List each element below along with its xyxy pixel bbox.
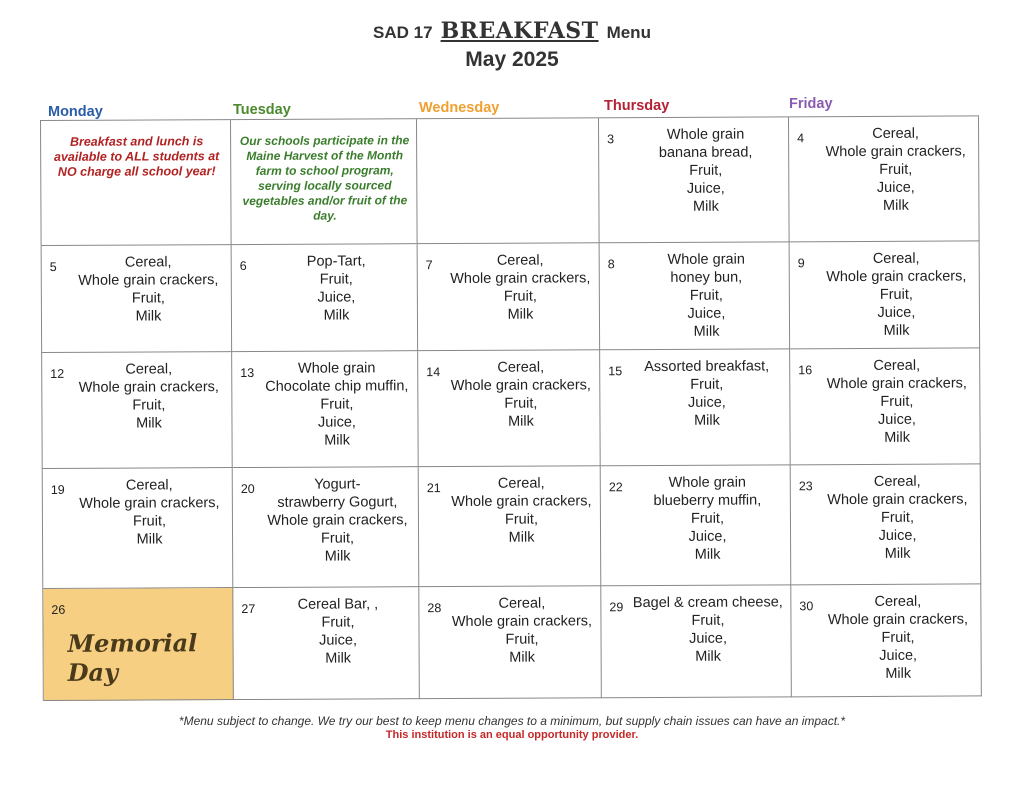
calendar-cell-day xyxy=(790,348,981,465)
menu-item: Whole grain crackers, xyxy=(267,512,408,529)
menu-item: honey bun, xyxy=(670,269,743,286)
menu-item: Fruit, xyxy=(132,397,166,414)
date-number: 5 xyxy=(49,259,57,274)
title-line xyxy=(0,18,1024,44)
date-number: 21 xyxy=(426,481,441,496)
menu-item: Juice, xyxy=(687,394,726,411)
harvest-note: Our schools participate in the Maine Harvest of the Month farm to school program, serving locally sourced vegetables and/or fruit of the day. xyxy=(239,133,410,223)
menu-item: Fruit, xyxy=(880,509,915,526)
menu-item: Fruit, xyxy=(879,286,913,303)
calendar-cell-empty xyxy=(417,118,600,244)
menu-item: Fruit, xyxy=(879,161,913,178)
menu-item: Juice, xyxy=(687,305,726,322)
menu-item: Milk xyxy=(507,306,534,323)
menu-item: Milk xyxy=(136,415,162,432)
menu-header xyxy=(0,18,1024,72)
menu-item: Fruit, xyxy=(689,162,723,179)
menu-item: Juice, xyxy=(877,304,916,321)
menu-item: Milk xyxy=(324,432,350,449)
calendar-cell-note-harvest xyxy=(231,119,418,245)
menu-change-disclaimer: *Menu subject to change. We try our best to keep menu changes to a minimum, but supply chain issues can have an impact.* xyxy=(178,714,846,728)
day-header-tuesday: Tuesday xyxy=(233,102,291,118)
menu-items xyxy=(631,593,784,666)
menu-item: Juice, xyxy=(319,632,358,649)
date-number: 27 xyxy=(241,601,256,617)
menu-item: Whole grain xyxy=(668,474,747,491)
menu-item: Whole grain crackers, xyxy=(78,379,219,396)
menu-item: Milk xyxy=(694,546,721,563)
menu-item: Juice, xyxy=(877,411,916,428)
date-number: 13 xyxy=(240,365,255,381)
menu-item: Milk xyxy=(693,198,719,215)
menu-item: Milk xyxy=(695,648,722,665)
calendar-cell-day xyxy=(791,464,982,585)
calendar-cell-note-free-meals xyxy=(41,120,232,246)
menu-item: Milk xyxy=(883,322,910,339)
menu-item: strawberry Gogurt, xyxy=(277,494,398,511)
menu-item: Whole grain crackers, xyxy=(79,495,220,512)
menu-item: banana bread, xyxy=(658,144,753,161)
menu-item: Fruit, xyxy=(881,629,915,646)
menu-item: Cereal, xyxy=(124,254,172,271)
menu-item: Milk xyxy=(509,649,536,666)
date-number: 28 xyxy=(427,601,442,616)
menu-item: Assorted breakfast, xyxy=(644,358,770,376)
menu-item: Chocolate chip muffin, xyxy=(265,378,409,395)
menu-item: Pop-Tart, xyxy=(306,253,366,270)
calendar-cell-day xyxy=(789,116,980,242)
date-number: 20 xyxy=(240,481,255,497)
menu-item: Whole grain xyxy=(297,360,376,377)
calendar-cell-day xyxy=(418,243,601,351)
holiday-label: Memorial Day xyxy=(67,628,198,687)
menu-item: Whole grain crackers, xyxy=(450,270,591,287)
menu-item: Fruit, xyxy=(691,612,725,629)
menu-items xyxy=(448,251,593,324)
calendar-cell-day xyxy=(599,117,790,243)
menu-item: Whole grain crackers, xyxy=(826,375,967,393)
menu-item: Fruit, xyxy=(504,511,539,528)
calendar-grid xyxy=(40,115,982,701)
menu-item: Cereal, xyxy=(125,477,173,494)
menu-item: Juice, xyxy=(879,647,918,664)
menu-item: Juice, xyxy=(317,289,356,306)
calendar-cell-day xyxy=(418,350,601,467)
menu-item: Fruit, xyxy=(132,513,167,530)
date-number: 26 xyxy=(51,602,66,617)
calendar-cell-day xyxy=(600,242,791,350)
menu-items xyxy=(820,249,973,340)
menu-item: Whole grain crackers, xyxy=(827,491,968,509)
menu-items xyxy=(821,592,974,683)
menu-items xyxy=(72,360,225,433)
menu-item: Fruit, xyxy=(131,290,165,307)
calendar-cell-day xyxy=(232,351,419,468)
date-number: 14 xyxy=(426,365,441,380)
calendar-cell-day xyxy=(600,349,791,466)
calendar-cell-day xyxy=(601,465,792,586)
menu-item: Milk xyxy=(508,413,534,430)
menu-item: Yogurt- xyxy=(314,476,361,493)
menu-items xyxy=(449,474,594,547)
menu-item: Milk xyxy=(324,548,351,565)
menu-items xyxy=(819,124,972,215)
menu-item: Fruit, xyxy=(689,287,723,304)
menu-item: Fruit, xyxy=(690,376,724,393)
calendar-cell-day xyxy=(791,584,982,697)
menu-item: Fruit, xyxy=(880,393,914,410)
menu-item: Fruit, xyxy=(690,510,725,527)
date-number: 12 xyxy=(50,366,65,381)
calendar-cell-day xyxy=(232,244,419,352)
menu-items xyxy=(630,357,783,430)
date-number: 6 xyxy=(239,258,247,274)
menu-items xyxy=(262,252,411,325)
calendar-cell-day xyxy=(790,241,981,349)
menu-items xyxy=(73,476,226,549)
menu-items xyxy=(631,473,784,564)
date-number: 9 xyxy=(797,256,805,271)
calendar-cell-holiday xyxy=(43,588,234,701)
menu-item: Cereal, xyxy=(125,361,173,378)
footer xyxy=(0,714,1024,741)
menu-item: Milk xyxy=(136,531,163,548)
menu-label: Menu xyxy=(606,23,651,42)
menu-items xyxy=(72,253,225,326)
menu-item: Milk xyxy=(693,323,720,340)
menu-item: Cereal, xyxy=(498,595,546,612)
menu-items xyxy=(262,359,411,450)
menu-item: Cereal, xyxy=(873,357,921,374)
date-number: 7 xyxy=(425,258,433,273)
menu-items xyxy=(630,250,783,341)
menu-item: Fruit, xyxy=(319,271,353,288)
menu-item: Whole grain crackers, xyxy=(825,143,966,161)
menu-item: Cereal Bar, , xyxy=(297,596,379,613)
menu-items xyxy=(629,125,782,216)
menu-item: Whole grain crackers, xyxy=(827,611,969,629)
menu-items xyxy=(820,356,973,447)
date-number: 3 xyxy=(607,132,615,147)
menu-item: Cereal, xyxy=(872,250,920,267)
district-label: SAD 17 xyxy=(373,23,433,42)
date-number: 29 xyxy=(609,600,624,615)
calendar-cell-day xyxy=(419,466,602,587)
menu-item: Whole grain crackers, xyxy=(451,493,592,510)
free-meals-note: Breakfast and lunch is available to ALL students at NO charge all school year! xyxy=(53,134,220,179)
calendar-cell-day xyxy=(233,467,420,588)
menu-item: Milk xyxy=(694,412,720,429)
menu-item: Whole grain crackers, xyxy=(451,613,593,630)
menu-item: blueberry muffin, xyxy=(653,492,762,510)
calendar-cell-day xyxy=(43,468,234,589)
menu-item: Whole grain crackers, xyxy=(450,377,591,394)
menu-item: Juice, xyxy=(876,179,915,196)
menu-title: BREAKFAST xyxy=(440,18,599,44)
date-number: 19 xyxy=(50,482,65,497)
menu-item: Juice, xyxy=(878,527,917,544)
menu-item: Milk xyxy=(325,650,352,667)
calendar-cell-day xyxy=(233,587,420,700)
equal-opportunity-statement: This institution is an equal opportunity provider. xyxy=(385,729,639,741)
menu-item: Cereal, xyxy=(497,475,545,492)
menu-item: Fruit, xyxy=(320,396,354,413)
date-number: 30 xyxy=(799,599,814,614)
menu-item: Whole grain crackers, xyxy=(78,272,219,289)
menu-items xyxy=(449,594,594,667)
menu-item: Whole grain xyxy=(667,251,745,268)
date-number: 4 xyxy=(797,131,805,146)
calendar-cell-day xyxy=(42,245,233,353)
date-number: 15 xyxy=(608,364,623,379)
menu-item: Fruit, xyxy=(505,631,539,648)
menu-item: Juice, xyxy=(689,630,728,647)
menu-items xyxy=(821,472,974,563)
menu-item: Juice, xyxy=(317,414,356,431)
date-number: 16 xyxy=(798,363,813,378)
menu-items xyxy=(263,595,412,668)
calendar-cell-day xyxy=(42,352,233,469)
menu-item: Juice, xyxy=(688,528,727,545)
menu-item: Milk xyxy=(135,308,162,325)
menu-item: Whole grain crackers, xyxy=(826,268,967,286)
menu-items xyxy=(448,358,593,431)
calendar-cell-day xyxy=(419,586,602,699)
menu-item: Milk xyxy=(884,429,910,446)
day-header-friday: Friday xyxy=(789,96,833,112)
menu-item: Milk xyxy=(885,665,912,682)
menu-item: Fruit, xyxy=(504,395,538,412)
menu-items xyxy=(263,475,412,566)
menu-item: Milk xyxy=(884,545,911,562)
menu-item: Fruit, xyxy=(320,530,355,547)
menu-item: Milk xyxy=(323,307,350,324)
menu-item: Juice, xyxy=(686,180,725,197)
menu-item: Milk xyxy=(883,197,909,214)
day-header-wednesday: Wednesday xyxy=(419,100,500,116)
menu-item: Cereal, xyxy=(874,593,922,610)
menu-item: Cereal, xyxy=(872,125,919,142)
date-number: 22 xyxy=(608,480,623,495)
menu-item: Whole grain xyxy=(666,126,745,143)
menu-item: Fruit, xyxy=(321,614,355,631)
date-number: 23 xyxy=(798,479,813,494)
month-title: May 2025 xyxy=(465,48,559,71)
date-number: 8 xyxy=(607,257,615,272)
menu-item: Cereal, xyxy=(873,473,921,490)
menu-item: Cereal, xyxy=(497,359,545,376)
calendar-cell-day xyxy=(601,585,792,698)
menu-item: Fruit, xyxy=(503,288,537,305)
menu-item: Bagel & cream cheese, xyxy=(632,594,783,612)
day-header-thursday: Thursday xyxy=(604,98,670,114)
menu-item: Milk xyxy=(508,529,535,546)
menu-item: Cereal, xyxy=(496,252,544,269)
day-header-monday: Monday xyxy=(48,104,103,120)
